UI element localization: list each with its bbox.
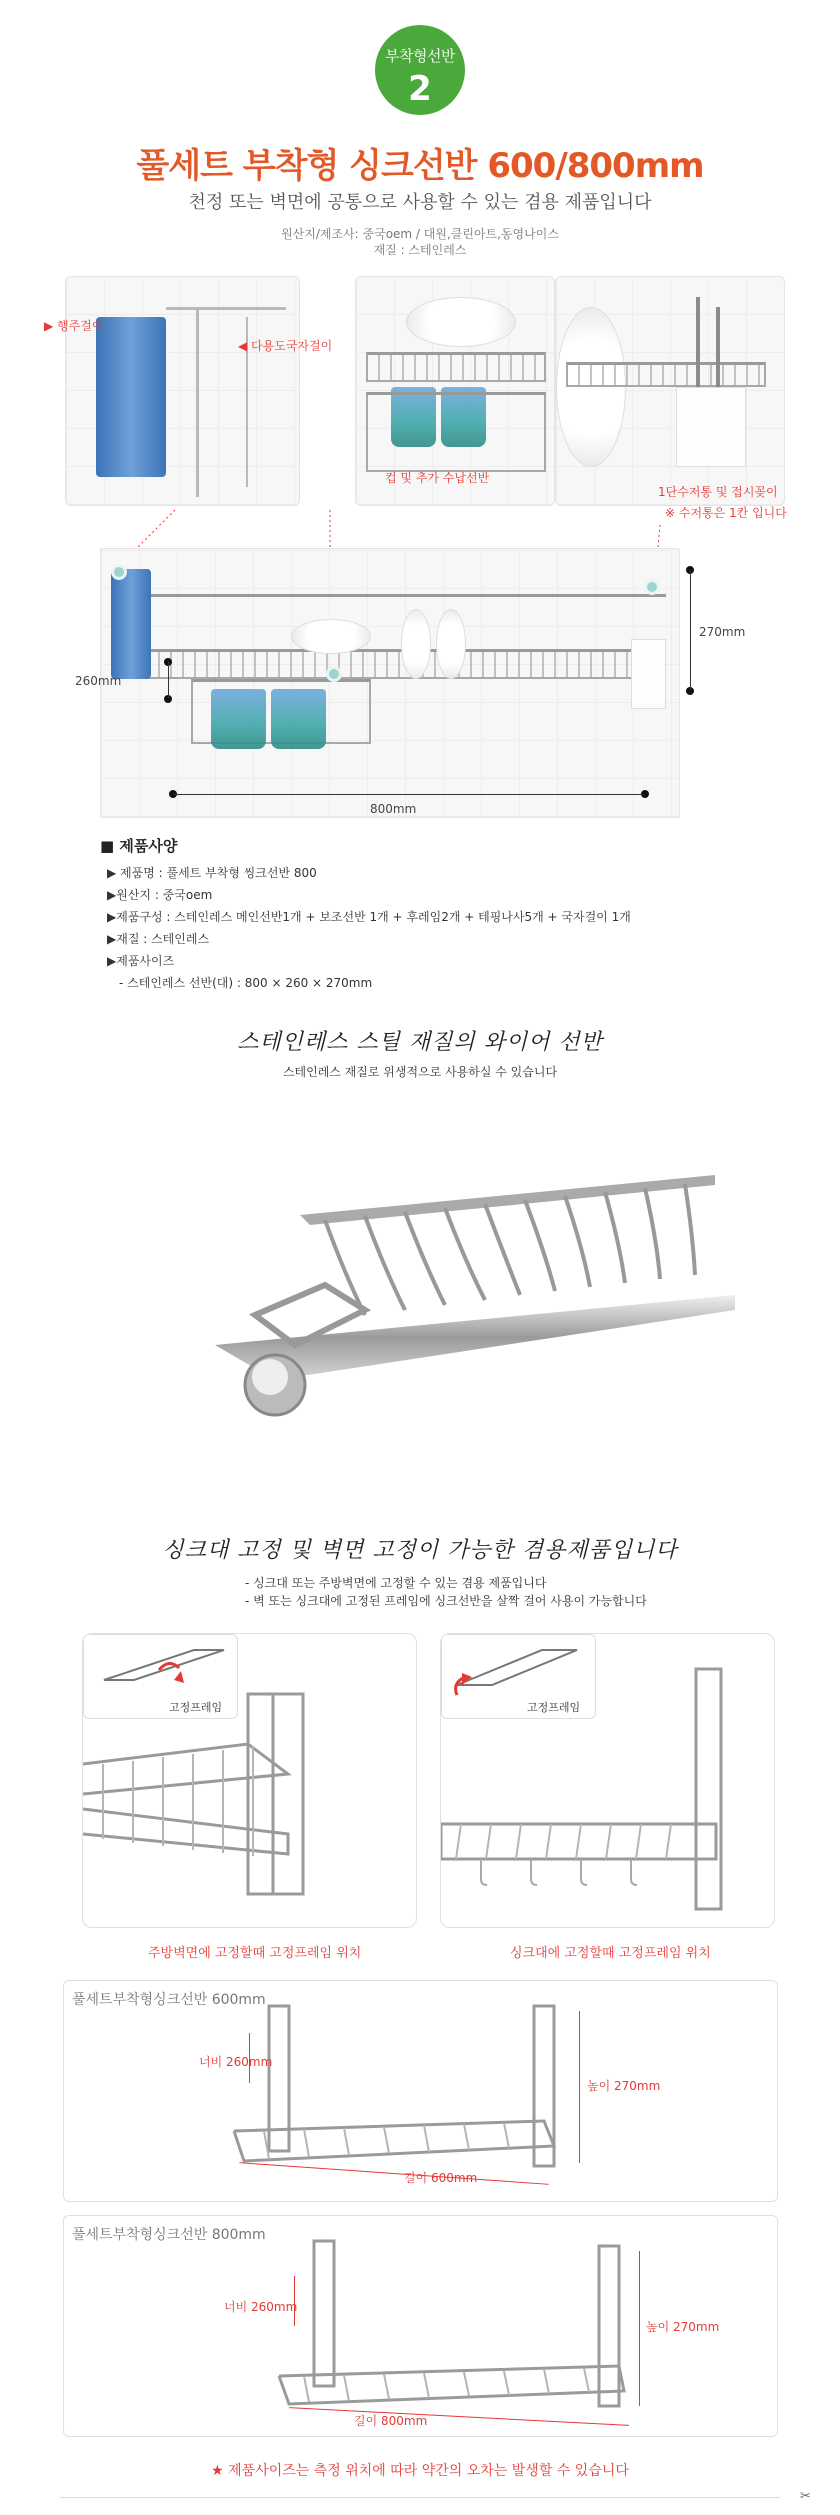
callout-towel-hanger: ▶ 행주걸이 xyxy=(44,319,104,333)
size-600-width: 너비 260mm xyxy=(199,2055,273,2069)
frame-label-sink: 고정프레임 xyxy=(527,1701,581,1714)
section-heading-dual-mount: 싱크대 고정 및 벽면 고정이 가능한 겸용제품입니다 xyxy=(162,1538,678,1563)
photo-cutlery-holder xyxy=(555,276,785,506)
badge-number: 2 xyxy=(408,69,432,109)
badge-label: 부착형선반 xyxy=(385,47,455,65)
spec-item-material: ▶재질 : 스테인레스 xyxy=(107,932,210,946)
sink-mount-rack-drawing xyxy=(441,1634,775,1928)
size-800-title: 풀세트부착형싱크선반 800mm xyxy=(72,2227,266,2243)
plate-image xyxy=(556,307,626,467)
cutlery-cup-image xyxy=(676,387,746,467)
section-desc-wire-shelf: 스테인레스 재질로 위생적으로 사용하실 수 있습니다 xyxy=(282,1065,558,1079)
scissors-icon: ✂ xyxy=(800,2489,811,2504)
caption-sink-mount: 싱크대에 고정할때 고정프레임 위치 xyxy=(510,1946,711,1961)
material-info: 재질 : 스테인레스 xyxy=(373,243,467,257)
callout-cutlery-holder: 1단수저통 및 접시꽂이 xyxy=(658,485,778,499)
photo-installed-rack xyxy=(100,548,680,818)
caption-wall-mount: 주방벽면에 고정할때 고정프레임 위치 xyxy=(148,1946,362,1961)
size-800-length: 길이 800mm xyxy=(354,2414,428,2428)
wall-mount-panel xyxy=(82,1633,417,1928)
size-600-length: 길이 600mm xyxy=(404,2171,478,2185)
section-desc-line-2: - 벽 또는 싱크대에 고정된 프레임에 싱크선반을 살짝 걸어 사용이 가능합니다 xyxy=(245,1594,647,1608)
width-dimension: 800mm xyxy=(370,802,417,816)
size-600-title: 풀세트부착형싱크선반 600mm xyxy=(72,1992,266,2008)
towel-image xyxy=(96,317,166,477)
depth-dimension: 260mm xyxy=(75,674,122,688)
height-dimension: 270mm xyxy=(699,625,746,639)
size-600-height: 높이 270mm xyxy=(587,2079,661,2093)
photo-towel-hanger xyxy=(65,276,300,506)
product-badge xyxy=(375,25,465,115)
spec-item-size: - 스테인레스 선반(대) : 800 × 260 × 270mm xyxy=(119,976,373,990)
callout-cup-rack: 컵 및 추가 수납선반 xyxy=(385,471,490,485)
section-heading-wire-shelf: 스테인레스 스틸 재질의 와이어 선반 xyxy=(237,1030,603,1055)
spec-heading: ■ 제품사양 xyxy=(100,837,178,855)
product-subtitle: 천정 또는 벽면에 공통으로 사용할 수 있는 겸용 제품입니다 xyxy=(188,192,652,213)
callout-multi-hook: ◀ 다용도국자걸이 xyxy=(238,339,333,353)
section-desc-line-1: - 싱크대 또는 주방벽면에 고정할 수 있는 겸용 제품입니다 xyxy=(245,1576,547,1590)
spec-list xyxy=(107,862,631,994)
spec-item-components: ▶제품구성 : 스테인레스 메인선반1개 + 보조선반 1개 + 후레임2개 + 테핑나사5개 + 국자걸이 1개 xyxy=(107,910,631,924)
product-title: 풀세트 부착형 싱크선반 600/800mm xyxy=(136,146,704,186)
cut-line xyxy=(60,2497,780,2498)
sink-mount-panel xyxy=(440,1633,775,1928)
size-800-panel xyxy=(63,2215,778,2437)
size-tolerance-note: ★ 제품사이즈는 측정 위치에 따라 약간의 오차는 발생할 수 있습니다 xyxy=(211,2463,629,2479)
wall-mount-rack-drawing xyxy=(83,1634,417,1928)
size-800-width: 너비 260mm xyxy=(224,2300,298,2314)
spec-item-origin: ▶원산지 : 중국oem xyxy=(107,888,213,902)
spec-item-name: ▶ 제품명 : 풀세트 부착형 씽크선반 800 xyxy=(107,866,317,880)
callout-cutlery-note: ※ 수저통은 1칸 입니다 xyxy=(665,506,787,520)
size-600-panel xyxy=(63,1980,778,2202)
wire-shelf-closeup xyxy=(215,1145,735,1445)
spec-item-size-label: ▶제품사이즈 xyxy=(107,954,175,968)
size-800-height: 높이 270mm xyxy=(646,2320,720,2334)
frame-label-wall: 고정프레임 xyxy=(169,1701,223,1714)
bowl-image xyxy=(406,297,516,347)
origin-info: 원산지/제조사: 중국oem / 대원,클린아트,동영나이스 xyxy=(281,227,559,241)
